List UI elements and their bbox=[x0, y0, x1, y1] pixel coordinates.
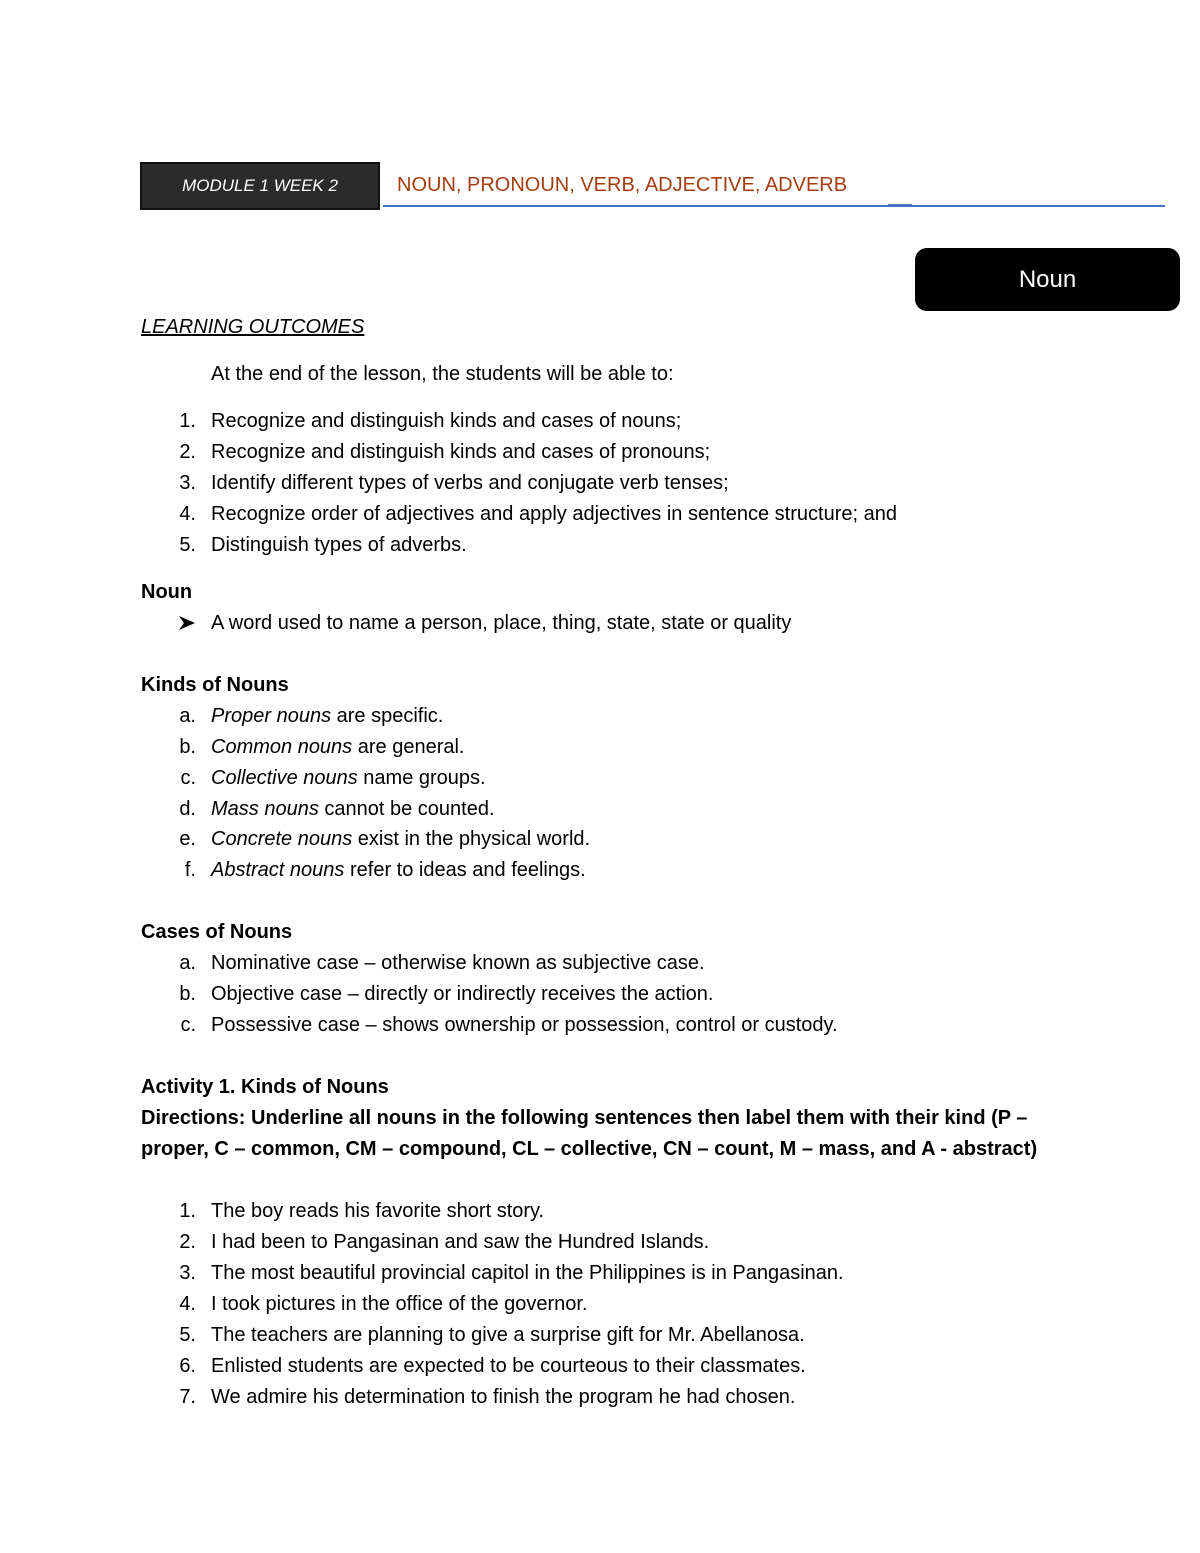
list-marker: 1. bbox=[179, 410, 196, 432]
list-marker: 5. bbox=[179, 534, 196, 556]
list-marker: 5. bbox=[179, 1324, 196, 1346]
list-text: Possessive case – shows ownership or possession, control or custody. bbox=[211, 1014, 838, 1036]
kind-desc: exist in the physical world. bbox=[352, 828, 591, 850]
activity-title: Activity 1. Kinds of Nouns bbox=[141, 1076, 389, 1098]
list-marker: a. bbox=[179, 705, 196, 727]
noun-definition: A word used to name a person, place, thing, state, state or quality bbox=[211, 612, 792, 634]
list-text: Recognize order of adjectives and apply adjectives in sentence structure; and bbox=[211, 503, 897, 525]
outcomes-heading: LEARNING OUTCOMES bbox=[141, 316, 365, 338]
list-marker: d. bbox=[179, 798, 196, 820]
list-text: The teachers are planning to give a surprise gift for Mr. Abellanosa. bbox=[211, 1324, 805, 1346]
list-marker: c. bbox=[180, 767, 196, 789]
list-marker: 4. bbox=[179, 1293, 196, 1315]
list-text: We admire his determination to finish the program he had chosen. bbox=[211, 1386, 796, 1408]
kind-term: Proper nouns bbox=[211, 705, 332, 727]
list-marker: 3. bbox=[179, 1262, 196, 1284]
list-marker: f. bbox=[184, 859, 196, 881]
list-marker: 2. bbox=[179, 441, 196, 463]
kind-desc: are specific. bbox=[331, 705, 444, 727]
kinds-heading: Kinds of Nouns bbox=[141, 674, 289, 696]
cases-heading: Cases of Nouns bbox=[141, 921, 293, 943]
kind-desc: cannot be counted. bbox=[318, 798, 495, 820]
list-text: I took pictures in the office of the governor. bbox=[211, 1293, 588, 1315]
list-text: The most beautiful provincial capitol in the Philippines is in Pangasinan. bbox=[211, 1262, 844, 1284]
topic-tag-label: Noun bbox=[1018, 265, 1077, 293]
module-label-box bbox=[140, 162, 380, 210]
list-text: The boy reads his favorite short story. bbox=[211, 1200, 545, 1222]
activity-directions-line1: Directions: Underline all nouns in the following sentences then label them with their kind (P – bbox=[141, 1107, 1028, 1129]
list-text: Identify different types of verbs and conjugate verb tenses; bbox=[211, 472, 729, 494]
kind-desc: name groups. bbox=[357, 767, 486, 789]
list-marker: c. bbox=[180, 1014, 196, 1036]
kind-term: Mass nouns bbox=[211, 798, 319, 820]
list-text: Enlisted students are expected to be courteous to their classmates. bbox=[211, 1355, 806, 1377]
list-marker: 6. bbox=[179, 1355, 196, 1377]
kind-desc: are general. bbox=[352, 736, 465, 758]
list-marker: 4. bbox=[179, 503, 196, 525]
activity-directions-line2: proper, C – common, CM – compound, CL – collective, CN – count, M – mass, and A - abstract) bbox=[141, 1138, 1038, 1160]
list-marker: 3. bbox=[179, 472, 196, 494]
list-marker: b. bbox=[179, 983, 196, 1005]
header-rule bbox=[383, 205, 1165, 207]
list-marker: b. bbox=[179, 736, 196, 758]
list-marker: e. bbox=[179, 828, 196, 850]
list-marker: 1. bbox=[179, 1200, 196, 1222]
list-text: Recognize and distinguish kinds and cases of nouns; bbox=[211, 410, 682, 432]
list-marker: a. bbox=[179, 952, 196, 974]
kind-term: Concrete nouns bbox=[211, 828, 353, 850]
list-marker: 7. bbox=[179, 1386, 196, 1408]
list-text: Objective case – directly or indirectly receives the action. bbox=[211, 983, 714, 1005]
kind-term: Collective nouns bbox=[211, 767, 358, 789]
arrowhead-bullet-icon bbox=[138, 611, 196, 635]
list-text: Recognize and distinguish kinds and cases of pronouns; bbox=[211, 441, 711, 463]
kind-desc: refer to ideas and feelings. bbox=[344, 859, 586, 881]
outcomes-intro: At the end of the lesson, the students will be able to: bbox=[211, 363, 674, 385]
list-marker: 2. bbox=[179, 1231, 196, 1253]
noun-heading: Noun bbox=[141, 581, 193, 603]
module-title: NOUN, PRONOUN, VERB, ADJECTIVE, ADVERB bbox=[397, 174, 848, 196]
kind-term: Abstract nouns bbox=[211, 859, 345, 881]
kind-term: Common nouns bbox=[211, 736, 353, 758]
module-label: MODULE 1 WEEK 2 bbox=[182, 176, 338, 195]
list-text: Distinguish types of adverbs. bbox=[211, 534, 467, 556]
list-text: Nominative case – otherwise known as subjective case. bbox=[211, 952, 705, 974]
topic-tag bbox=[915, 248, 1180, 311]
list-text: I had been to Pangasinan and saw the Hundred Islands. bbox=[211, 1231, 710, 1253]
header-rule-accent bbox=[888, 204, 912, 207]
